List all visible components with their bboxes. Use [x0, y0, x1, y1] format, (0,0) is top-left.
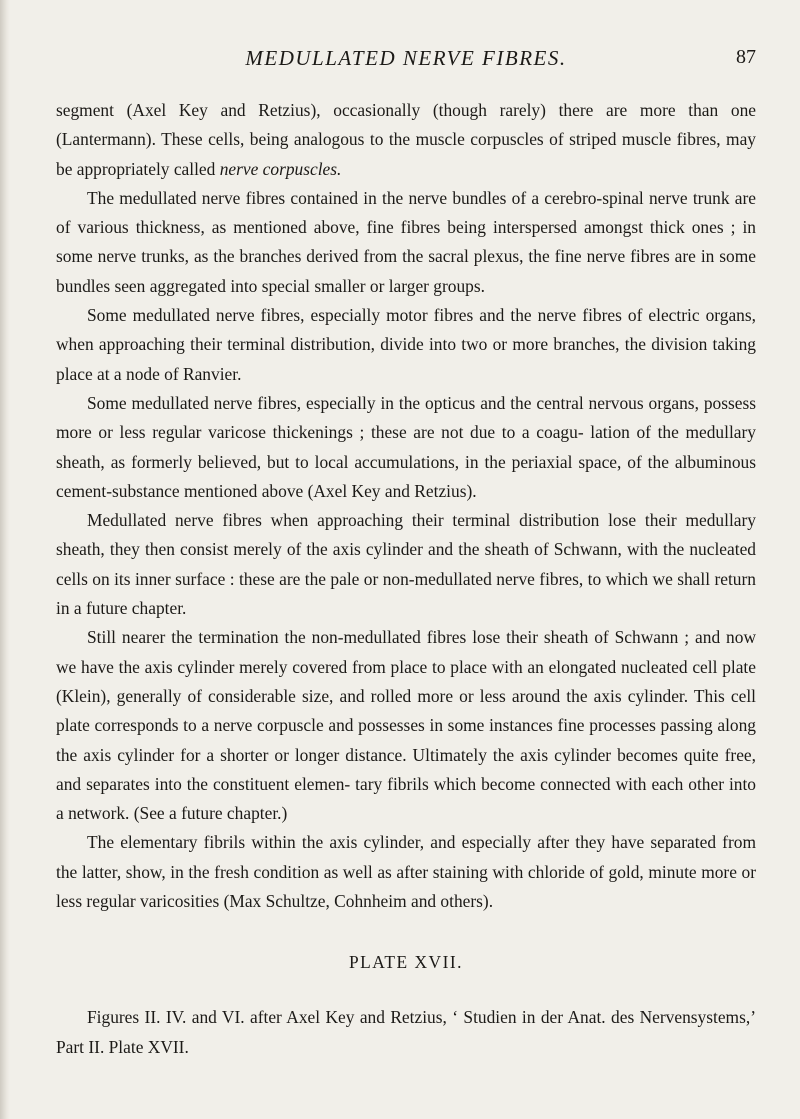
- nerve-corpuscles-term: nerve corpuscles.: [219, 158, 342, 179]
- paragraph-7: The elementary fibrils within the axis cylinder, and especially after they have separated from the latter, show, in the fresh condition as well as after staining with chloride of gold, minute more or less regular varicosities (Max Schultze, Cohnheim and others).: [56, 832, 756, 912]
- paragraph-4: Some medullated nerve fibres, especially in the opticus and the central nervous organs, possess more or less regular varicose thickenings ; these are not due to a coagu- lation of the medullary sheath, as formerly believed, but to local accumulations, in the periaxial space, of the albuminous cement-substance mentioned above (Axel Key and Retzius).: [56, 392, 756, 501]
- page-header: [56, 46, 756, 78]
- plate-caption: Figures II. IV. and VI. after Axel Key and Retzius, ‘ Studien in der Anat. des Nervensystems,’ Part II. Plate XVII.: [56, 1007, 756, 1057]
- paragraph-1-text: segment (Axel Key and Retzius), occasionally (though rarely) there are more than one (Lantermann). These cells, being analogous to the muscle corpuscles of striped muscle fibres, may be appropriately called: [56, 100, 756, 179]
- page-number: 87: [736, 46, 756, 68]
- paragraph-6: Still nearer the termination the non-medullated fibres lose their sheath of Schwann ; and now we have the axis cylinder merely covered from place to place with an elongated nucleated cell plate (Klein), generally of considerable size, and rolled more or less around the axis cylinder. This cell plate corresponds to a nerve corpuscle and possesses in some instances fine processes passing along the axis cylinder for a shorter or longer distance. Ultimately the axis cylinder becomes quite free, and separates into the constituent elemen- tary fibrils which become connected with each other into a network. (See a future chapter.): [56, 627, 756, 824]
- running-title: MEDULLATED NERVE FIBRES.: [245, 46, 567, 70]
- paragraph-5: Medullated nerve fibres when approaching their terminal distribution lose their medullary sheath, they then consist merely of the axis cylinder and the sheath of Schwann, with the nucleated cells on its inner surface : these are the pale or non-medullated nerve fibres, to which we shall return in a future chapter.: [56, 510, 756, 619]
- paragraph-3: Some medullated nerve fibres, especially motor fibres and the nerve fibres of electric organs, when approaching their terminal distribution, divide into two or more branches, the division taking place at a node of Ranvier.: [56, 305, 756, 384]
- paragraph-2: The medullated nerve fibres contained in the nerve bundles of a cerebro-spinal nerve trunk are of various thickness, as mentioned above, fine fibres being interspersed amongst thick ones ; in some nerve trunks, as the branches derived from the sacral plexus, the fine nerve fibres are in some bundles seen aggregated into special smaller or larger groups.: [56, 187, 756, 296]
- body-text: [56, 96, 756, 1062]
- page-binding-shadow: [0, 0, 10, 1119]
- paragraph-1: [56, 96, 756, 184]
- plate-heading: PLATE XVII.: [348, 952, 464, 973]
